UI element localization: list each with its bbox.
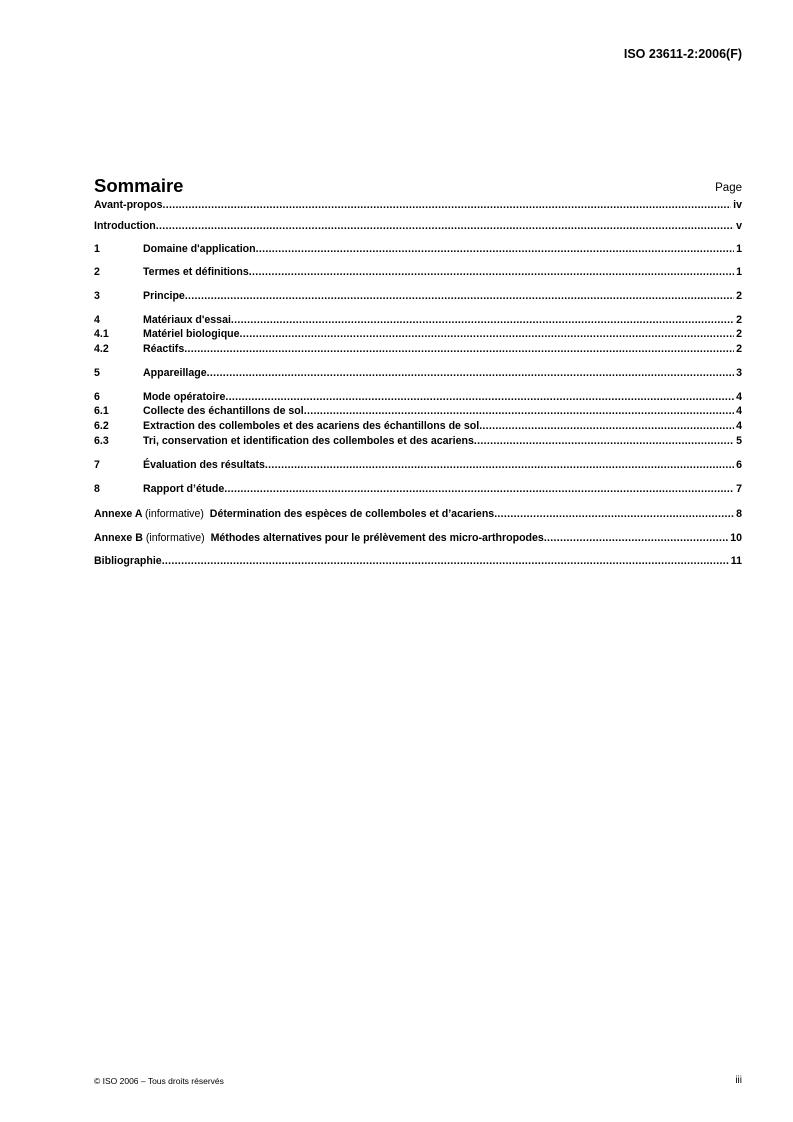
toc-entry[interactable] <box>94 420 742 433</box>
dot-leader <box>265 459 734 472</box>
toc-page-number: iv <box>733 199 742 211</box>
toc-entry[interactable] <box>94 459 742 472</box>
toc-page-number: 4 <box>736 405 742 417</box>
toc-page-number: 2 <box>736 314 742 326</box>
toc-entry[interactable] <box>94 290 742 303</box>
toc-entry-text: Matériel biologique <box>143 328 240 340</box>
page-column-label: Page <box>715 182 742 194</box>
toc-entry-text: Matériaux d'essai <box>143 314 231 326</box>
toc-entry-text: Introduction <box>94 220 156 232</box>
section-number: 6 <box>94 391 100 403</box>
toc-entry-text: Avant-propos <box>94 199 163 211</box>
dot-leader <box>249 266 734 279</box>
toc-page-number: 2 <box>736 290 742 302</box>
toc-entry-text: Termes et définitions <box>143 266 249 278</box>
annex-title: Détermination des espèces de collemboles et d’acariens <box>209 508 495 520</box>
toc-page-number: 6 <box>736 459 742 471</box>
toc-entry[interactable] <box>94 220 742 233</box>
dot-leader <box>185 290 734 303</box>
page-number: iii <box>735 1075 742 1086</box>
toc-entry-text: Extraction des collemboles et des acariens des échantillons de sol <box>143 420 480 432</box>
toc-entry-text: Domaine d'application <box>143 243 256 255</box>
toc-page-number: 1 <box>736 266 742 278</box>
section-number: 7 <box>94 459 100 471</box>
dot-leader <box>231 314 734 327</box>
toc-page-number: 1 <box>736 243 742 255</box>
toc-title: Sommaire <box>94 175 184 196</box>
dot-leader <box>256 243 735 256</box>
dot-leader <box>224 483 734 496</box>
dot-leader <box>240 328 735 341</box>
toc-entry-text: Rapport d’étude <box>143 483 225 495</box>
section-number: 2 <box>94 266 100 278</box>
toc-entry-text <box>94 532 544 545</box>
toc-entry[interactable] <box>94 266 742 279</box>
toc-entry-text: Mode opératoire <box>143 391 226 403</box>
toc-page-number: 8 <box>736 508 742 520</box>
toc-entry-text: Principe <box>143 290 185 302</box>
toc-entry[interactable] <box>94 367 742 380</box>
toc-entry[interactable] <box>94 243 742 256</box>
toc-page-number: 3 <box>736 367 742 379</box>
copyright-footer: © ISO 2006 – Tous droits réservés <box>94 1076 224 1086</box>
toc-page-number: 4 <box>736 391 742 403</box>
toc-page-number: 2 <box>736 343 742 355</box>
section-number: 6.2 <box>94 420 109 432</box>
toc-entry-text <box>94 508 494 521</box>
dot-leader <box>544 532 728 545</box>
toc-page-number: 10 <box>730 532 742 544</box>
toc-page-number: v <box>736 220 742 232</box>
annex-label: Annexe B <box>94 532 143 544</box>
toc-page-number: 4 <box>736 420 742 432</box>
section-number: 4 <box>94 314 100 326</box>
section-number: 4.1 <box>94 328 109 340</box>
toc-entry-text: Tri, conservation et identification des collemboles et des acariens <box>143 435 474 447</box>
section-number: 3 <box>94 290 100 302</box>
toc-page-number: 7 <box>736 483 742 495</box>
toc-entry[interactable] <box>94 483 742 496</box>
dot-leader <box>162 199 731 212</box>
toc-entry[interactable] <box>94 199 742 212</box>
annex-qualifier: (informative) <box>145 508 204 520</box>
section-number: 5 <box>94 367 100 379</box>
dot-leader <box>225 391 734 404</box>
toc-entry[interactable] <box>94 532 742 545</box>
dot-leader <box>474 435 734 448</box>
toc-entry[interactable] <box>94 328 742 341</box>
dot-leader <box>162 555 729 568</box>
toc-page-number: 11 <box>730 555 742 567</box>
dot-leader <box>207 367 735 380</box>
toc-entry-text: Appareillage <box>143 367 207 379</box>
toc-entry[interactable] <box>94 508 742 521</box>
section-number: 6.3 <box>94 435 109 447</box>
toc-entry[interactable] <box>94 555 742 568</box>
dot-leader <box>479 420 734 433</box>
dot-leader <box>494 508 734 521</box>
toc-entry-text: Réactifs <box>143 343 185 355</box>
toc-entry-text: Évaluation des résultats <box>143 459 265 471</box>
section-number: 6.1 <box>94 405 109 417</box>
annex-qualifier: (informative) <box>145 532 205 544</box>
section-number: 4.2 <box>94 343 109 355</box>
toc-entry-text: Collecte des échantillons de sol <box>143 405 304 417</box>
section-number: 8 <box>94 483 100 495</box>
document-id: ISO 23611-2:2006(F) <box>623 47 742 61</box>
toc-entry-text: Bibliographie <box>94 555 162 567</box>
toc-entry[interactable] <box>94 435 742 448</box>
dot-leader <box>184 343 734 356</box>
dot-leader <box>304 405 734 418</box>
toc-entry[interactable] <box>94 391 742 404</box>
section-number: 1 <box>94 243 100 255</box>
toc-entry[interactable] <box>94 314 742 327</box>
annex-label: Annexe A <box>94 508 143 520</box>
toc-page-number: 5 <box>736 435 742 447</box>
annex-title: Méthodes alternatives pour le prélèvement des micro-arthropodes <box>210 532 544 544</box>
toc-page-number: 2 <box>736 328 742 340</box>
dot-leader <box>156 220 734 233</box>
toc-entry[interactable] <box>94 343 742 356</box>
toc-entry[interactable] <box>94 405 742 418</box>
